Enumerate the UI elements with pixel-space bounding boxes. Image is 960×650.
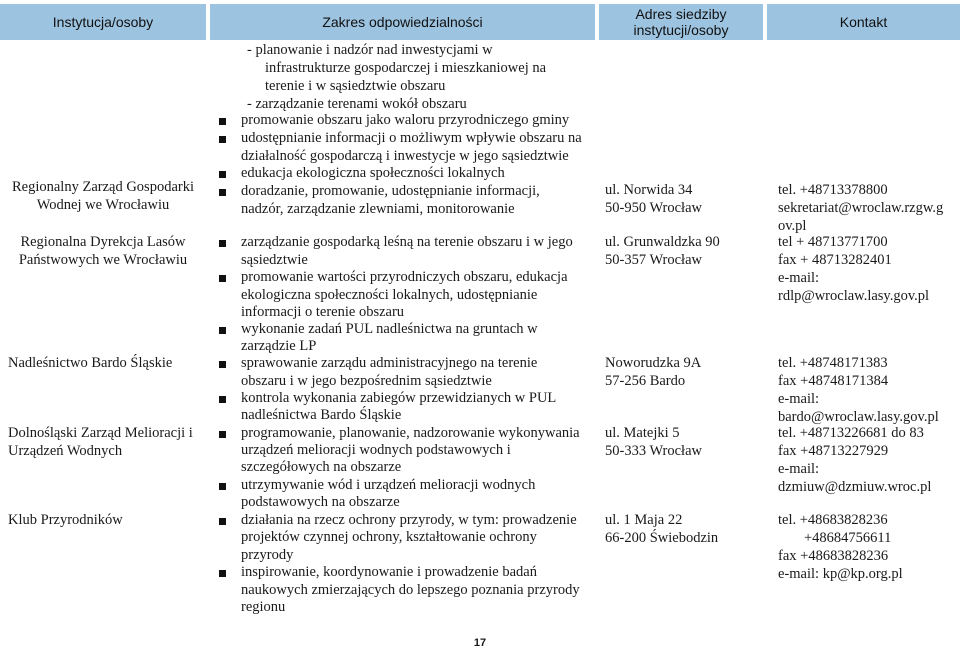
scope-line: promowanie wartości przyrodniczych obszaru, edukacja [241, 269, 568, 285]
scope-line: terenie i w sąsiedztwie obszaru [265, 78, 446, 94]
contact-line: e-mail: [778, 461, 820, 477]
address-line: 66-200 Świebodzin [605, 530, 719, 546]
scope-line: informacji o terenie obszaru [241, 304, 405, 320]
contact-line: fax +48748171384 [778, 373, 889, 389]
row-4-institution [8, 511, 206, 529]
institution-line: Dolnośląski Zarząd Melioracji i [8, 425, 193, 441]
address-line: ul. Matejki 5 [605, 425, 680, 441]
bullet-icon [219, 518, 226, 525]
scope-line: szczegółowych na obszarze [241, 459, 402, 475]
header-institution [0, 4, 206, 40]
row-0-contact [778, 181, 960, 235]
address-line: ul. Grunwaldzka 90 [605, 234, 720, 250]
row-3-contact [778, 424, 960, 496]
institution-line: Regionalna Dyrekcja Lasów [20, 234, 186, 250]
row-2-contact [778, 354, 960, 426]
scope-line: inspirowanie, koordynowanie i prowadzenie badań [241, 564, 537, 580]
bullet-icon [219, 570, 226, 577]
row-3-institution [8, 424, 206, 460]
contact-line: fax +48683828236 [778, 548, 889, 564]
contact-line: tel + 48713771700 [778, 234, 888, 250]
bullet-icon [219, 431, 226, 438]
contact-line: fax +48713227929 [778, 443, 889, 459]
bullet-icon [219, 171, 226, 178]
scope-line: sprawowanie zarządu administracyjnego na terenie [241, 355, 538, 371]
scope-line: urządzeń melioracji wodnych podstawowych i [241, 442, 511, 458]
contact-email[interactable]: dzmiuw@dzmiuw.wroc.pl [778, 479, 932, 495]
scope-line: obszaru i w jego bezpośrednim sąsiedztwie [241, 373, 492, 389]
contact-line: e-mail: [778, 270, 820, 286]
scope-line: nadzór, zarządzanie zlewniami, monitorowanie [241, 201, 515, 217]
bullet-icon [219, 136, 226, 143]
row-0-institution [0, 178, 206, 214]
address-line: 50-357 Wrocław [605, 252, 702, 268]
row-2-institution [8, 354, 206, 372]
header-institution-label: Instytucja/osoby [52, 14, 154, 30]
bullet-icon [219, 327, 226, 334]
contact-line: +48684756611 [804, 530, 892, 546]
scope-line: edukacja ekologiczna społeczności lokalnych [241, 165, 505, 181]
contact-email[interactable]: ov.pl [778, 218, 807, 234]
address-line: 50-333 Wrocław [605, 443, 702, 459]
bullet-icon [219, 189, 226, 196]
institution-line: Państwowych we Wrocławiu [18, 252, 188, 268]
contact-line: tel. +48713378800 [778, 182, 888, 198]
header-address [599, 4, 763, 40]
header-scope [210, 4, 595, 40]
header-contact-label: Kontakt [839, 14, 888, 30]
page-number: 17 [473, 637, 487, 649]
scope-line: projektów czynnej ochrony, kształtowanie ochrony [241, 529, 537, 545]
scope-line: nadleśnictwa Bardo Śląskie [241, 407, 402, 423]
scope-line: zarządzie LP [241, 338, 317, 354]
row-1-contact [778, 233, 960, 305]
row-2-address [605, 354, 761, 390]
contact-line: tel. +48748171383 [778, 355, 888, 371]
bullet-icon [219, 396, 226, 403]
bullet-icon [219, 240, 226, 247]
scope-line: infrastrukturze gospodarczej i mieszkaniowej na [265, 60, 547, 76]
scope-line: promowanie obszaru jako waloru przyrodniczego gminy [241, 112, 570, 128]
scope-line: sąsiedztwie [241, 252, 308, 268]
bullet-icon [219, 361, 226, 368]
scope-line: kontrola wykonania zabiegów przewidzianych w PUL [241, 390, 557, 406]
header-scope-label: Zakres odpowiedzialności [322, 14, 483, 30]
row-4-address [605, 511, 761, 547]
row-1-institution [0, 233, 206, 269]
address-line: 57-256 Bardo [605, 373, 686, 389]
header-address-line2: instytucji/osoby [633, 22, 729, 38]
institution-line: Wodnej we Wrocławiu [36, 197, 170, 213]
contact-email[interactable]: sekretariat@wroclaw.rzgw.g [778, 200, 944, 216]
row-3-address [605, 424, 761, 460]
address-line: 50-950 Wrocław [605, 200, 702, 216]
bullet-icon [219, 483, 226, 490]
header-contact [767, 4, 960, 40]
contact-email[interactable]: e-mail: kp@kp.org.pl [778, 566, 903, 582]
institution-line: Regionalny Zarząd Gospodarki [11, 179, 194, 195]
scope-line: działalność gospodarczą i inwestycje w jego sąsiedztwie [241, 148, 569, 164]
scope-line: regionu [241, 599, 286, 615]
row-1-address [605, 233, 761, 269]
contact-email[interactable]: bardo@wroclaw.lasy.gov.pl [778, 409, 939, 425]
scope-line: utrzymywanie wód i urządzeń melioracji wodnych [241, 477, 536, 493]
scope-line: wykonanie zadań PUL nadleśnictwa na gruntach w [241, 321, 538, 337]
header-address-line1: Adres siedziby [635, 6, 727, 22]
row-0-address [605, 181, 761, 217]
scope-line: ekologiczna społeczności lokalnych, udostępnianie [241, 287, 538, 303]
scope-line: - planowanie i nadzór nad inwestycjami w [247, 42, 493, 58]
contact-line: tel. +48713226681 do 83 [778, 425, 924, 441]
contact-line: tel. +48683828236 [778, 512, 888, 528]
row-4-contact [778, 511, 960, 583]
contact-line: e-mail: [778, 391, 820, 407]
bullet-icon [219, 275, 226, 282]
institution-line: Urządzeń Wodnych [8, 443, 123, 459]
institution-line: Nadleśnictwo Bardo Śląskie [8, 355, 173, 371]
contact-line: fax + 48713282401 [778, 252, 892, 268]
scope-line: - zarządzanie terenami wokół obszaru [247, 96, 467, 112]
address-line: ul. Norwida 34 [605, 182, 693, 198]
scope-line: zarządzanie gospodarką leśną na terenie obszaru i w jego [241, 234, 573, 250]
scope-line: doradzanie, promowanie, udostępnianie informacji, [241, 183, 540, 199]
scope-line: udostępnianie informacji o możliwym wpływie obszaru na [241, 130, 582, 146]
scope-line: naukowych zmierzających do lepszego poznania przyrody [241, 582, 580, 598]
contact-email[interactable]: rdlp@wroclaw.lasy.gov.pl [778, 288, 930, 304]
bullet-icon [219, 118, 226, 125]
address-line: ul. 1 Maja 22 [605, 512, 683, 528]
scope-line: podstawowych na obszarze [241, 494, 400, 510]
scope-line: działania na rzecz ochrony przyrody, w tym: prowadzenie [241, 512, 577, 528]
scope-line: programowanie, planowanie, nadzorowanie wykonywania [241, 425, 580, 441]
address-line: Noworudzka 9A [605, 355, 702, 371]
scope-line: przyrody [241, 547, 294, 563]
institution-line: Klub Przyrodników [8, 512, 123, 528]
